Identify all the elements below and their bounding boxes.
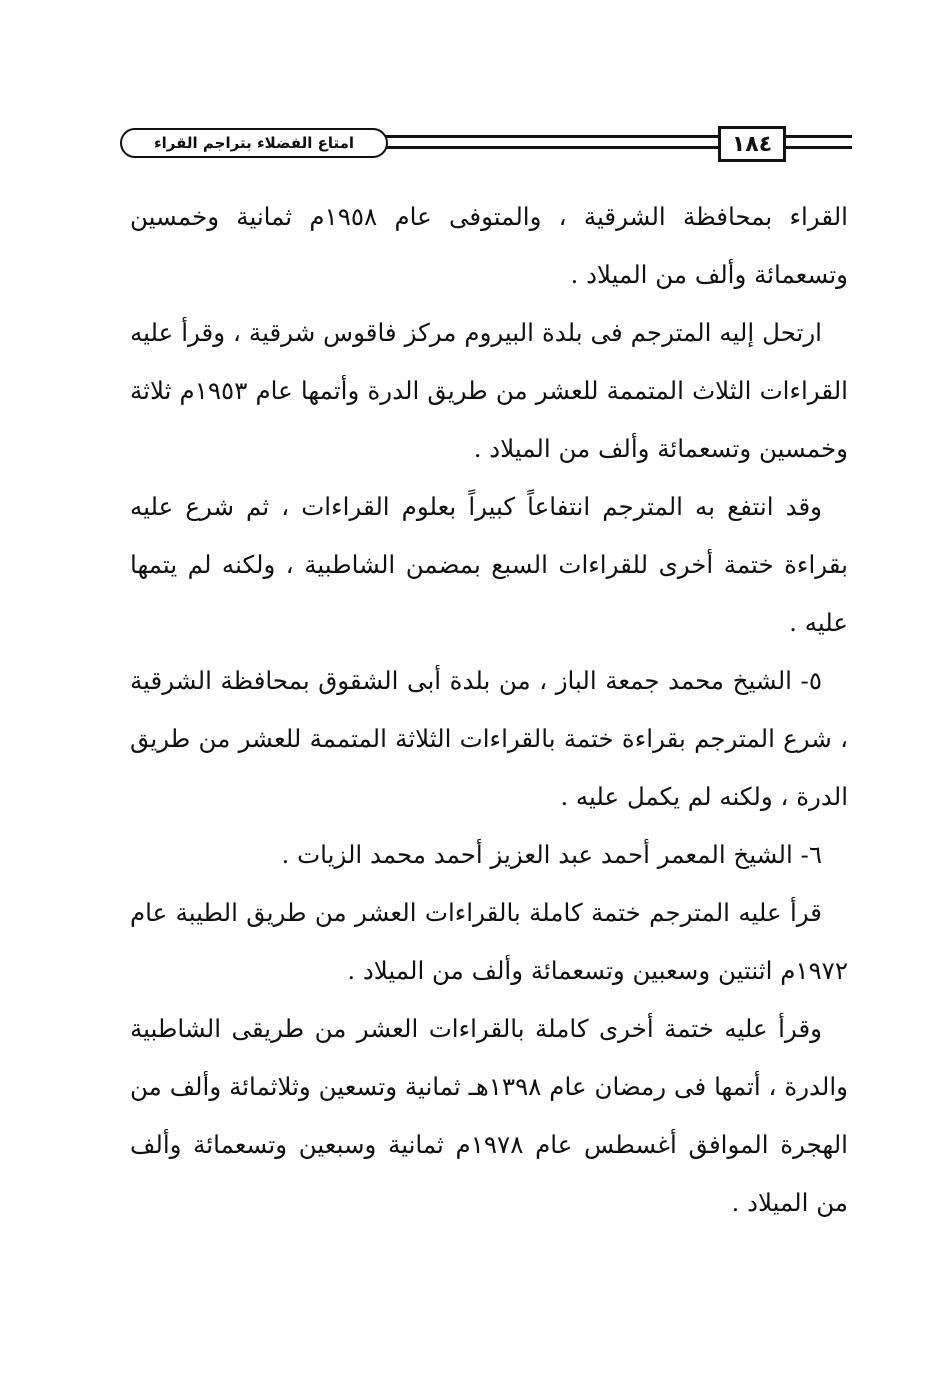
paragraph: ٦- الشيخ المعمر أحمد عبد العزيز أحمد محمد الزيات . (281, 840, 822, 869)
page-number: ١٨٤ (718, 126, 786, 162)
paragraph: القراء بمحافظة الشرقية ، والمتوفى عام ١٩٥٨م ثمانية وخمسين وتسعمائة وألف من الميلاد . (130, 202, 848, 289)
header-rule (382, 135, 720, 149)
running-header (120, 126, 852, 166)
paragraph: وقرأ عليه ختمة أخرى كاملة بالقراءات العشر من طريقى الشاطبية والدرة ، أتمها فى رمضان عام ١٣٩٨هـ ثمانية وتسعين وثلاثمائة وألف من الهجرة الموافق أغسطس عام ١٩٧٨م ثمانية وسبعين وتسعمائة وألف من الميلاد . (130, 1014, 849, 1217)
paragraph: قرأ عليه المترجم ختمة كاملة بالقراءات العشر من طريق الطيبة عام ١٩٧٢م اثنتين وسعبين وتسعمائة وألف من الميلاد . (130, 898, 848, 985)
body-text (130, 188, 848, 1232)
paragraph: ٥- الشيخ محمد جمعة الباز ، من بلدة أبى الشقوق بمحافظة الشرقية ، شرع المترجم بقراءة ختمة بالقراءات الثلاثة المتممة للعشر من طريق الدرة ، ولكنه لم يكمل عليه . (130, 666, 848, 811)
paragraph: وقد انتفع به المترجم انتفاعاً كبيراً بعلوم القراءات ، ثم شرع عليه بقراءة ختمة أخرى للقراءات السبع بمضمن الشاطبية ، ولكنه لم يتمها عليه . (130, 492, 848, 637)
header-rule-right (784, 135, 852, 149)
book-title: امتاع الفضلاء بتراجم القراء (120, 128, 388, 158)
paragraph: ارتحل إليه المترجم فى بلدة البيروم مركز فاقوس شرقية ، وقرأ عليه القراءات الثلاث المتممة للعشر من طريق الدرة وأتمها عام ١٩٥٣م ثلاثة وخمسين وتسعمائة وألف من الميلاد . (130, 318, 848, 463)
